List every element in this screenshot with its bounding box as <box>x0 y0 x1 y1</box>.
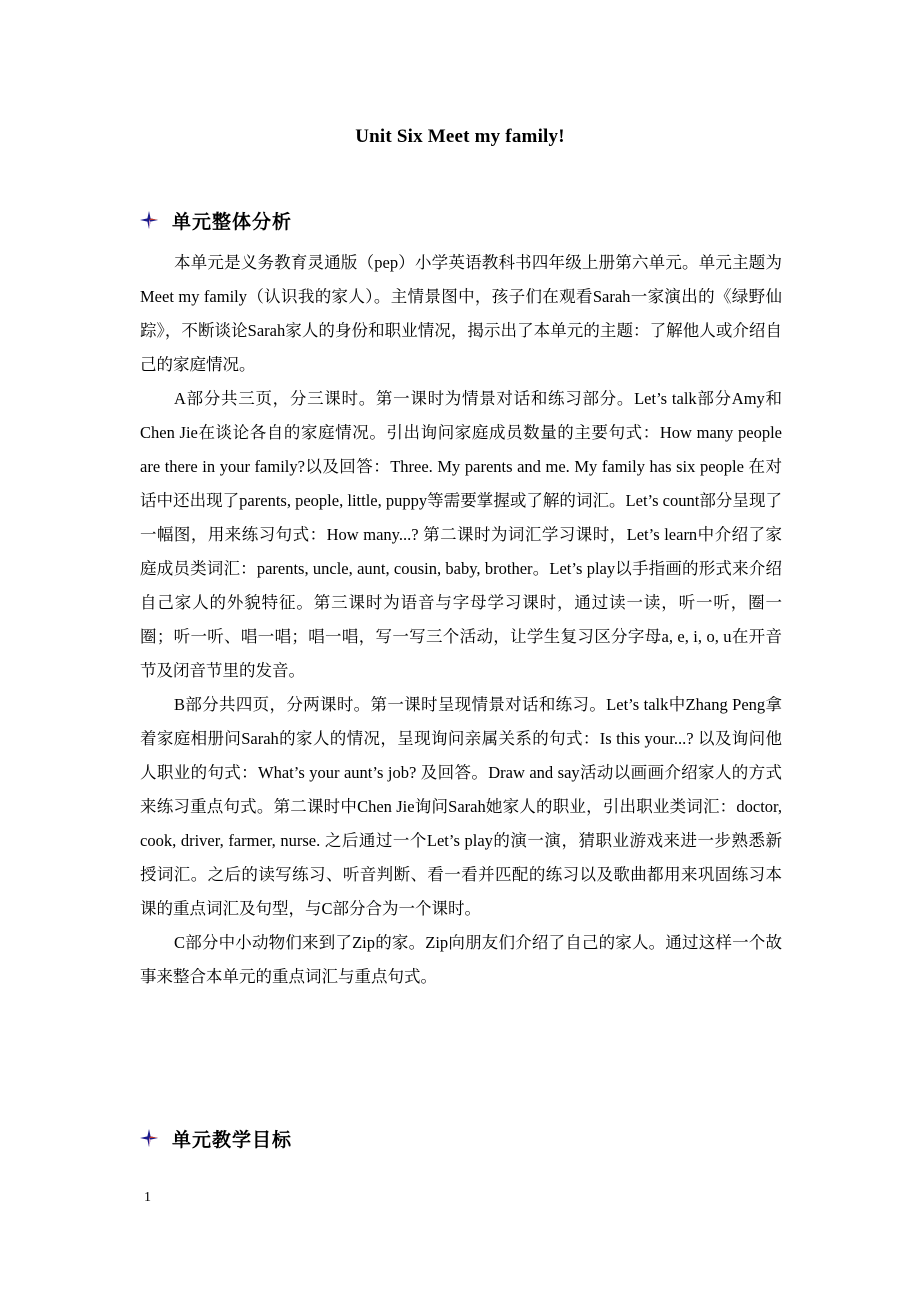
four-point-star-icon <box>140 211 158 229</box>
section-heading-label: 单元整体分析 <box>172 210 293 233</box>
paragraph: B部分共四页，分两课时。第一课时呈现情景对话和练习。Let’s talk中Zhang Peng拿着家庭相册问Sarah的家人的情况，呈现询问亲属关系的句式：Is this your...? 以及询问他人职业的句式：What’s your aunt’s job? 及回答。Draw and say活动以画画介绍家人的方式来练习重点句式。第二课时中Chen Jie询问Sarah她家人的职业，引出职业类词汇：doctor, cook, driver, farmer, nurse. 之后通过一个Let’s play的演一演，猜职业游戏来进一步熟悉新授词汇。之后的读写练习、听音判断、看一看并匹配的练习以及歌曲都用来巩固练习本课的重点词汇及句型，与C部分合为一个课时。 <box>140 695 782 918</box>
section-heading-analysis <box>140 206 292 234</box>
section-heading-label: 单元教学目标 <box>172 1128 293 1151</box>
paragraph: A部分共三页，分三课时。第一课时为情景对话和练习部分。Let’s talk部分Amy和Chen Jie在谈论各自的家庭情况。引出询问家庭成员数量的主要句式：How many people are there in your family?以及回答：Three. My parents and me. My family has six people 在对话中还出现了parents, people, little, puppy等需要掌握或了解的词汇。Let’s count部分呈现了一幅图，用来练习句式：How many...? 第二课时为词汇学习课时，Let’s learn中介绍了家庭成员类词汇：parents, uncle, aunt, cousin, baby, brother。Let’s play以手指画的形式来介绍自己家人的外貌特征。第三课时为语音与字母学习课时，通过读一读，听一听，圈一圈；听一听、唱一唱；唱一唱，写一写三个活动，让学生复习区分字母a, e, i, o, u在开音节及闭音节里的发音。 <box>140 389 782 680</box>
section-heading-objectives <box>140 1124 292 1152</box>
paragraph: 本单元是义务教育灵通版（pep）小学英语教科书四年级上册第六单元。单元主题为Meet my family（认识我的家人）。主情景图中，孩子们在观看Sarah一家演出的《绿野仙踪》，不断谈论Sarah家人的身份和职业情况，揭示出了本单元的主题：了解他人或介绍自己的家庭情况。 <box>140 253 782 374</box>
paragraph: C部分中小动物们来到了Zip的家。Zip向朋友们介绍了自己的家人。通过这样一个故事来整合本单元的重点词汇与重点句式。 <box>140 933 782 986</box>
document-title: Unit Six Meet my family! <box>355 126 565 147</box>
section-body <box>140 246 782 994</box>
page-number: 1 <box>144 1190 151 1205</box>
four-point-star-icon <box>140 1129 158 1147</box>
